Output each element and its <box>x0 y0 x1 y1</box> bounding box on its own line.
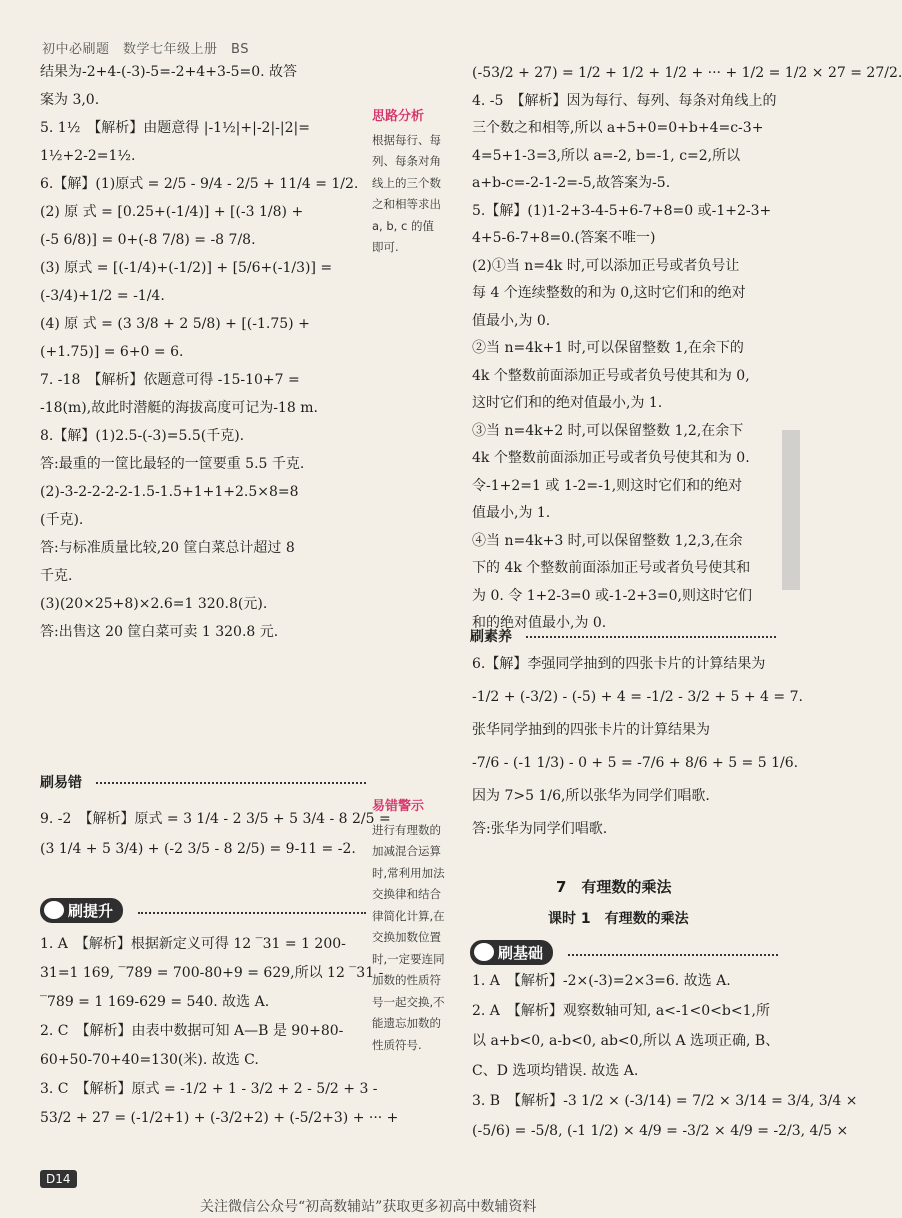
text-line: 和的绝对值最小,为 0. <box>472 615 607 631</box>
side-note-line: 线上的三个数 <box>372 175 441 190</box>
side-note-line: 即可. <box>372 240 399 254</box>
text-line: 4k 个整数前面添加正号或者负号使其和为 0, <box>472 367 750 384</box>
left-column <box>40 58 370 646</box>
side-note-warning <box>372 796 460 1056</box>
right-column-c <box>472 966 858 1146</box>
divider <box>568 954 778 956</box>
text-line: 令-1+2=1 或 1-2=-1,则这时它们和的绝对 <box>472 477 743 494</box>
text-line: 案为 3,0. <box>40 92 100 108</box>
text-line: 8.【解】(1)2.5-(-3)=5.5(千克). <box>40 428 245 444</box>
text-line: 3. B 【解析】-3 1/2 × (-3/14) = 7/2 × 3/14 = 3/4, 3/4 × <box>472 1093 858 1109</box>
text-line: 31=1 169, ‾789 = 700-80+9 = 629,所以 12 ‾31 - <box>40 965 384 981</box>
side-note-line: 列、每条对角 <box>372 154 441 168</box>
text-line: ②当 n=4k+1 时,可以保留整数 1,在余下的 <box>472 340 744 356</box>
text-line: C、D 选项均错误. 故选 A. <box>472 1063 639 1079</box>
text-line: 4k 个整数前面添加正号或者负号使其和为 0. <box>472 450 750 466</box>
side-note-line: 进行有理数的 <box>372 822 441 837</box>
text-line: 千克. <box>40 568 73 584</box>
text-line: 6.【解】(1)原式 = 2/5 - 9/4 - 2/5 + 11/4 = 1/2. <box>40 176 359 192</box>
text-line: 1. A 【解析】根据新定义可得 12 ‾31 = 1 200- <box>40 936 346 952</box>
lesson-title: 课时 1 有理数的乘法 <box>548 911 689 927</box>
section-basic-label: 刷基础 <box>498 944 544 962</box>
side-note-line: 律简化计算,在 <box>372 908 445 923</box>
side-note-line: 时,常利用加法 <box>372 865 445 880</box>
text-line: 值最小,为 1. <box>472 505 551 521</box>
side-note-line: 时,一定要连同 <box>372 951 445 966</box>
text-line: 值最小,为 0. <box>472 312 551 329</box>
side-note-title: 思路分析 <box>372 109 425 124</box>
text-line: ③当 n=4k+2 时,可以保留整数 1,2,在余下 <box>472 422 744 439</box>
right-column <box>472 60 902 638</box>
page-number: D14 <box>40 1170 77 1188</box>
text-line: 5. 1½ 【解析】由题意得 |-1½|+|-2|-|2|= <box>40 120 310 136</box>
section-easy-wrong: 刷易错 <box>40 775 82 791</box>
side-note-line: 根据每行、每 <box>372 132 441 147</box>
side-note-line: a, b, c 的值 <box>372 218 434 233</box>
pencil-icon <box>474 943 494 961</box>
side-note-line: 交换律和结合 <box>372 887 441 901</box>
side-note-line: 性质符号. <box>372 1037 422 1052</box>
side-note-line: 交换加数位置 <box>372 930 441 944</box>
page-footer: 关注微信公众号“初高数辅站”获取更多初高中数辅资料 <box>200 1199 537 1215</box>
section-literacy: 刷素养 <box>470 629 512 645</box>
text-line: -1/2 + (-3/2) - (-5) + 4 = -1/2 - 3/2 + 5 + 4 = 7. <box>472 689 803 705</box>
text-line: 2. C 【解析】由表中数据可知 A—B 是 90+80- <box>40 1023 344 1039</box>
text-line: 9. -2 【解析】原式 = 3 1/4 - 2 3/5 + 5 3/4 - 8 2/5 = <box>40 811 391 827</box>
text-line: a+b-c=-2-1-2=-5,故答案为-5. <box>472 175 671 191</box>
side-note-title: 易错警示 <box>372 799 425 814</box>
text-line: 这时它们和的绝对值最小,为 1. <box>472 395 663 411</box>
text-line: 4=5+1-3=3,所以 a=-2, b=-1, c=2,所以 <box>472 147 741 164</box>
text-line: 答:最重的一筐比最轻的一筐要重 5.5 千克. <box>40 456 305 472</box>
text-line: 6.【解】李强同学抽到的四张卡片的计算结果为 <box>472 656 766 672</box>
divider <box>138 912 366 914</box>
text-line: (+1.75)] = 6+0 = 6. <box>40 344 184 360</box>
text-line: (2) 原 式 = [0.25+(-1/4)] + [(-3 1/8) + <box>40 204 304 220</box>
text-line: 7. -18 【解析】依题意可得 -15-10+7 = <box>40 372 300 388</box>
text-line: -18(m),故此时潜艇的海拔高度可记为-18 m. <box>40 400 318 416</box>
text-line: (4) 原 式 = (3 3/8 + 2 5/8) + [(-1.75) + <box>40 316 310 332</box>
divider <box>96 782 366 784</box>
section-improve-label: 刷提升 <box>68 902 114 920</box>
text-line: 三个数之和相等,所以 a+5+0=0+b+4=c-3+ <box>472 120 764 136</box>
section-improve <box>40 898 123 923</box>
text-line: 每 4 个连续整数的和为 0,这时它们和的绝对 <box>472 285 746 301</box>
side-note-line: 加数的性质符 <box>372 973 441 987</box>
text-line: (3 1/4 + 5 3/4) + (-2 3/5 - 8 2/5) = 9-11 = -2. <box>40 841 356 857</box>
text-line: (-3/4)+1/2 = -1/4. <box>40 288 165 304</box>
text-line: 以 a+b<0, a-b<0, ab<0,所以 A 选项正确, B、 <box>472 1033 780 1049</box>
text-line: 60+50-70+40=130(米). 故选 C. <box>40 1052 259 1068</box>
text-line: (-5/6) = -5/8, (-1 1/2) × 4/9 = -3/2 × 4/9 = -2/3, 4/5 × <box>472 1123 849 1139</box>
chapter-title: 7 有理数的乘法 <box>556 878 672 896</box>
text-line: 因为 7>5 1/6,所以张华为同学们唱歌. <box>472 788 710 804</box>
text-line: 5.【解】(1)1-2+3-4-5+6-7+8=0 或-1+2-3+ <box>472 202 772 219</box>
text-line: (2)-3-2-2-2-2-1.5-1.5+1+1+2.5×8=8 <box>40 484 299 500</box>
pencil-icon <box>44 901 64 919</box>
text-line: (千克). <box>40 512 84 528</box>
text-line: 张华同学抽到的四张卡片的计算结果为 <box>472 722 710 738</box>
text-line: 为 0. 令 1+2-3=0 或-1-2+3=0,则这时它们 <box>472 587 752 604</box>
text-line: 3. C 【解析】原式 = -1/2 + 1 - 3/2 + 2 - 5/2 + 3 - <box>40 1081 378 1097</box>
page-header: 初中必刷题 数学七年级上册 BS <box>42 42 249 57</box>
section-basic <box>470 940 553 965</box>
text-line: 4. -5 【解析】因为每行、每列、每条对角线上的 <box>472 92 777 109</box>
text-line: 答:与标准质量比较,20 筐白菜总计超过 8 <box>40 540 295 556</box>
side-note-line: 之和相等求出 <box>372 197 441 211</box>
text-line: (-53/2 + 27) = 1/2 + 1/2 + 1/2 + ··· + 1/2 = 1/2 × 27 = 27/2. <box>472 65 902 81</box>
text-line: 4+5-6-7+8=0.(答案不唯一) <box>472 230 656 246</box>
page-edge-shadow <box>782 430 800 590</box>
text-line: 答:张华为同学们唱歌. <box>472 821 608 837</box>
right-column-b <box>472 648 803 846</box>
text-line: ‾789 = 1 169-629 = 540. 故选 A. <box>40 994 270 1010</box>
text-line: (2)①当 n=4k 时,可以添加正号或者负号让 <box>472 257 740 274</box>
side-note-line: 号一起交换,不 <box>372 994 445 1009</box>
text-line: 结果为-2+4-(-3)-5=-2+4+3-5=0. 故答 <box>40 64 298 80</box>
left-column-b <box>40 804 391 864</box>
side-note-analysis <box>372 106 460 259</box>
side-note-line: 加减混合运算 <box>372 844 441 858</box>
text-line: (3)(20×25+8)×2.6=1 320.8(元). <box>40 596 268 612</box>
text-line: (3) 原式 = [(-1/4)+(-1/2)] + [5/6+(-1/3)] = <box>40 260 333 276</box>
divider <box>526 636 776 638</box>
side-note-line: 能遗忘加数的 <box>372 1016 441 1030</box>
text-line: 答:出售这 20 筐白菜可卖 1 320.8 元. <box>40 624 279 640</box>
text-line: 2. A 【解析】观察数轴可知, a<-1<0<b<1,所 <box>472 1003 770 1019</box>
text-line: 1½+2-2=1½. <box>40 148 136 164</box>
text-line: 下的 4k 个整数前面添加正号或者负号使其和 <box>472 560 751 576</box>
text-line: ④当 n=4k+3 时,可以保留整数 1,2,3,在余 <box>472 532 743 549</box>
text-line: 53/2 + 27 = (-1/2+1) + (-3/2+2) + (-5/2+3) + ··· + <box>40 1110 399 1126</box>
text-line: -7/6 - (-1 1/3) - 0 + 5 = -7/6 + 8/6 + 5 = 5 1/6. <box>472 755 799 771</box>
text-line: 1. A 【解析】-2×(-3)=2×3=6. 故选 A. <box>472 973 731 989</box>
text-line: (-5 6/8)] = 0+(-8 7/8) = -8 7/8. <box>40 232 256 248</box>
